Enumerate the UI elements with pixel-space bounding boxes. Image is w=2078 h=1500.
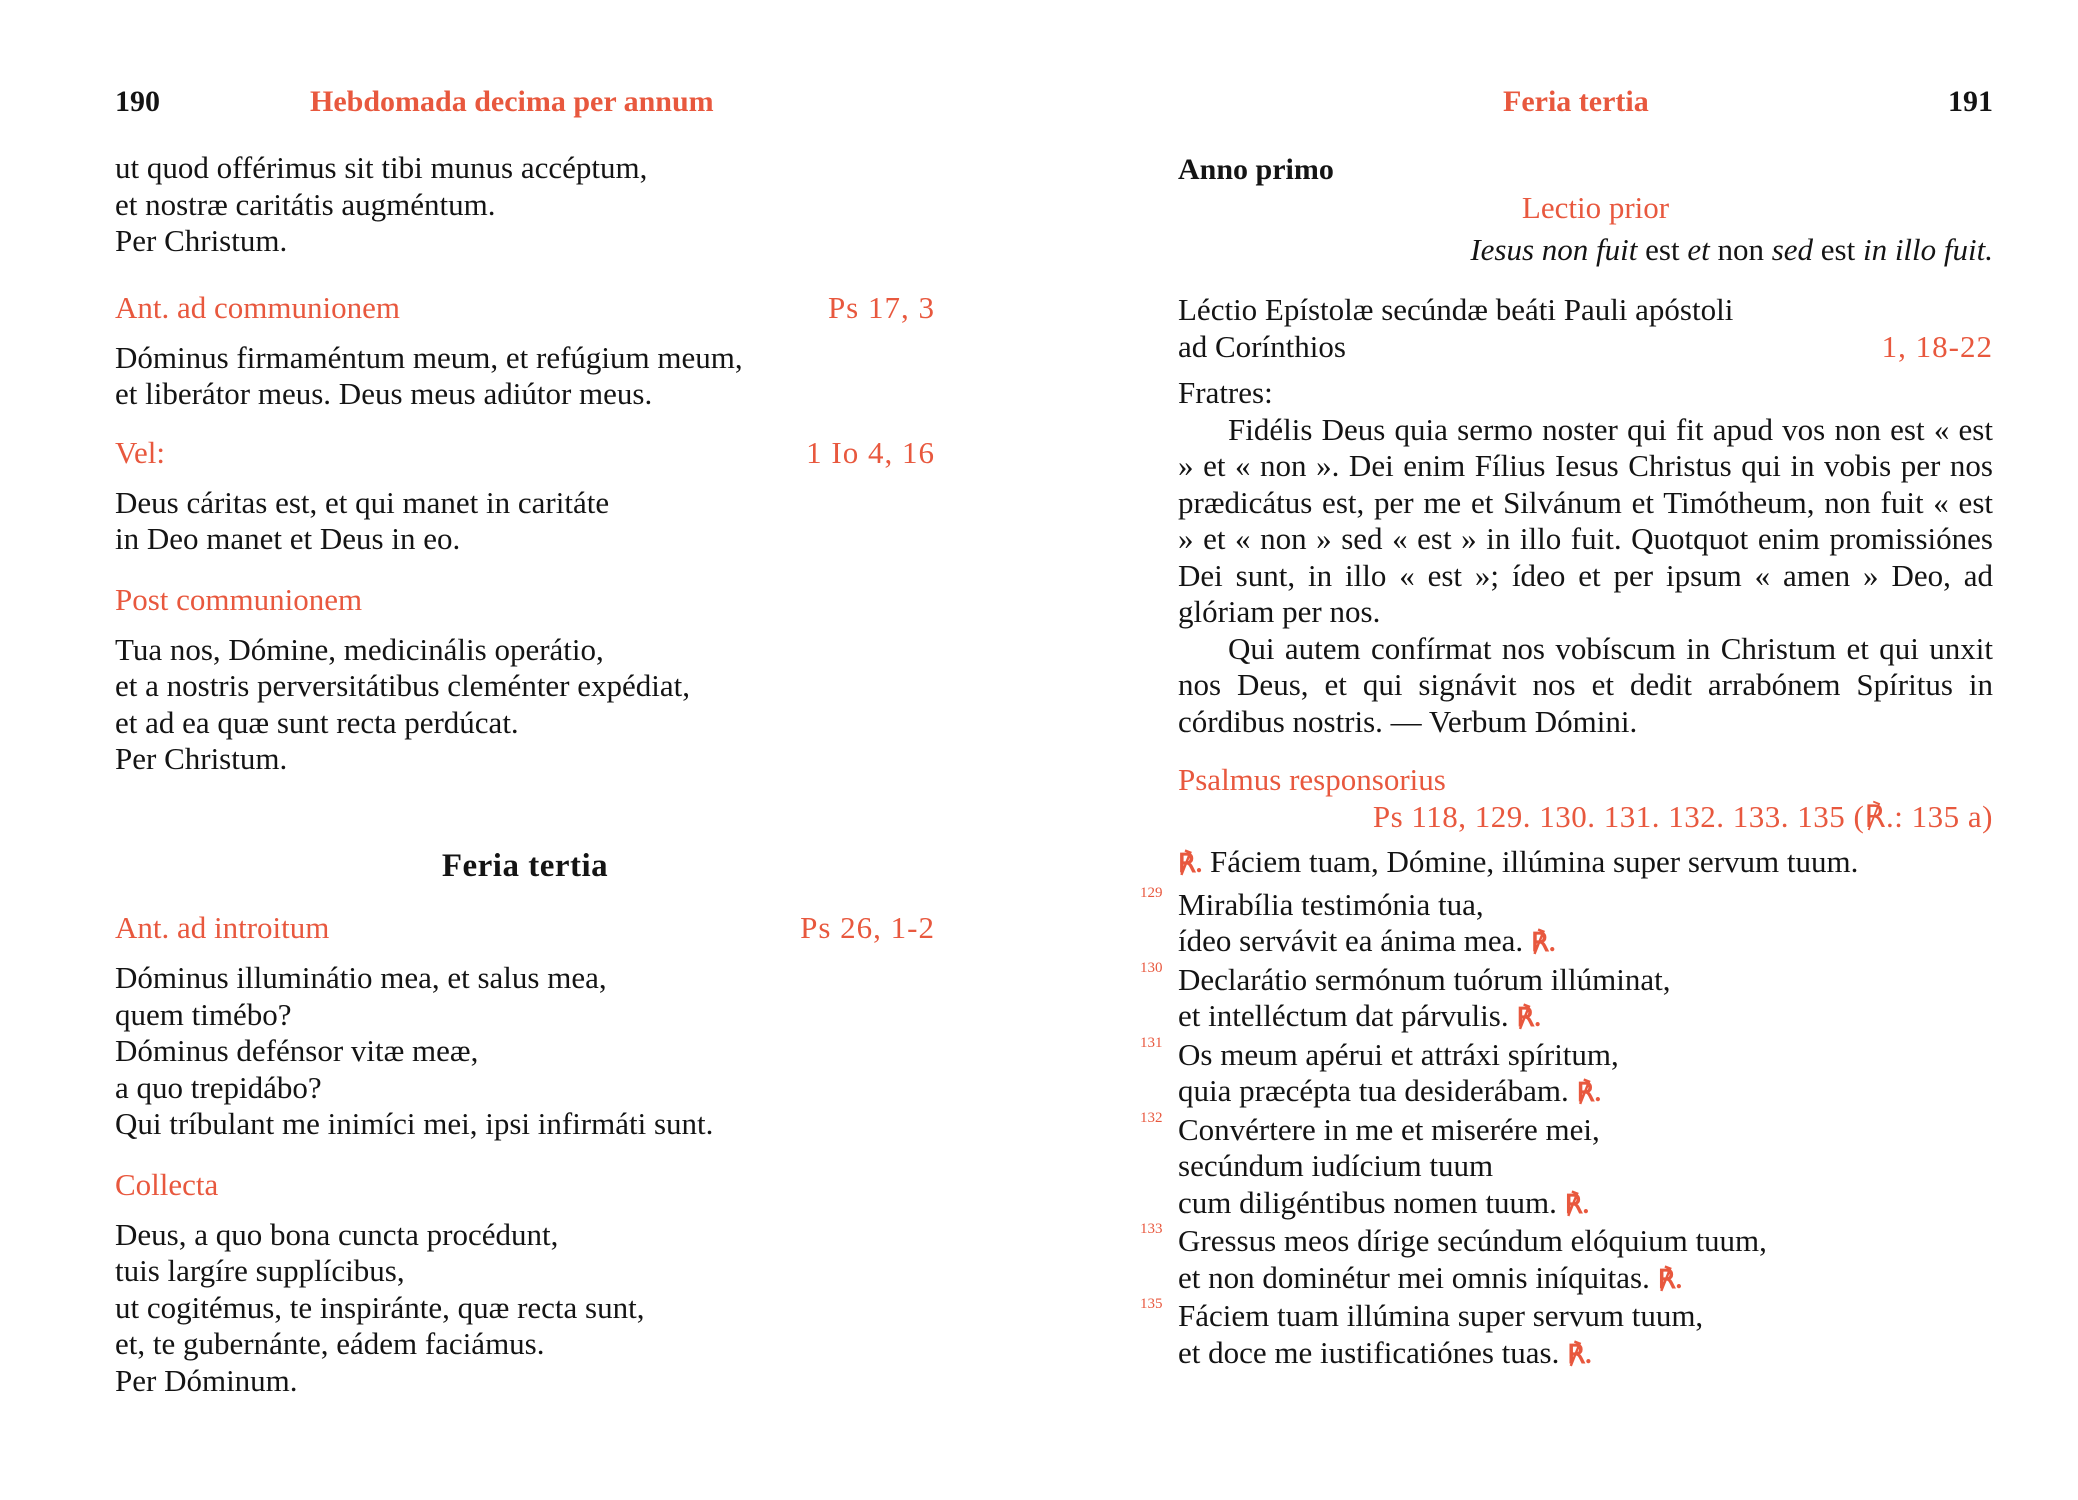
response-symbol: ℟.: [1657, 1264, 1683, 1294]
verse-text: et intelléctum dat párvulis.: [1178, 998, 1509, 1033]
psalm-label: Psalmus responsorius: [1178, 762, 1446, 797]
reading-paragraph-1: Fidélis Deus quia sermo noster qui fit apud vos non est « est » et « non ». Dei enim Fílius Iesus Christus qui in vobis per nos prædicátus est, per me et Silvánum et Timótheum, non fuit « est » et « non » sed « est » in illo fuit. Quotquot enim promissiónes Dei sunt, in illo « est »; ídeo et per ipsum « amen » Deo, ad glóriam per nos.: [1178, 411, 1993, 629]
reading-incipit: [1178, 228, 1993, 272]
text-line: quem timébo?: [115, 996, 292, 1032]
rubric-label: Post communionem: [115, 581, 363, 617]
text-line: [1140, 1034, 1993, 1074]
text-line: [1140, 1109, 1993, 1149]
post-communion-text: [115, 632, 935, 778]
ant-introit-text: [115, 960, 935, 1143]
text-line: Dóminus illuminátio mea, et salus mea,: [115, 960, 607, 995]
incipit-part: est: [1637, 232, 1688, 267]
right-content: [1140, 152, 1993, 1373]
verse-text: quia præcépta tua desiderábam.: [1178, 1073, 1569, 1108]
verse-number: 133: [1140, 1221, 1163, 1237]
rubric-vel: [115, 435, 935, 471]
text-line: a quo trepidábo?: [115, 1069, 322, 1105]
collect-text: [115, 1217, 935, 1400]
text-line: Per Christum.: [115, 223, 288, 258]
text-line: [1140, 959, 1993, 999]
text-line: [1178, 1335, 1993, 1374]
rubric-post-communion: [115, 582, 935, 618]
response-symbol: ℟.: [1531, 928, 1556, 957]
scripture-ref: Ps 17, 3: [827, 289, 935, 325]
response-symbol: ℟.: [1564, 1189, 1590, 1219]
text-line: [1178, 1148, 1993, 1185]
verse-number: 135: [1140, 1296, 1163, 1312]
text-line: Qui tríbulant me inimíci mei, ipsi infirmáti sunt.: [115, 1106, 714, 1141]
incipit-part: et: [1687, 232, 1710, 267]
verse-number: 129: [1140, 884, 1163, 901]
rubric-collect: [115, 1167, 935, 1203]
scripture-ref: 1, 18-22: [1881, 328, 1993, 364]
right-running-head: [1178, 82, 1993, 122]
text-line: Deus, a quo bona cuncta procédunt,: [115, 1216, 559, 1252]
left-running-title: Hebdomada decima per annum: [310, 85, 714, 118]
scripture-ref: 1 Io 4, 16: [806, 434, 935, 470]
text-line: et nostræ caritátis augméntum.: [115, 186, 496, 222]
text-line: [1178, 923, 1993, 962]
verse-text: cum diligéntibus nomen tuum.: [1178, 1184, 1557, 1220]
anno-heading: Anno primo: [1178, 153, 1334, 186]
psalm-stanza: [1140, 1221, 1993, 1298]
verse-text: et doce me iustificatiónes tuas.: [1178, 1334, 1560, 1370]
incipit-part: in illo fuit.: [1862, 232, 1993, 267]
psalm-stanza: [1140, 959, 1993, 1037]
psalm-response: [1178, 844, 1993, 883]
left-content: [115, 150, 935, 1399]
text-line: [1140, 884, 1993, 924]
lectio-label: Lectio prior: [1521, 190, 1670, 225]
rubric-label: Collecta: [115, 1166, 219, 1202]
text-line: Dóminus defénsor vitæ meæ,: [115, 1033, 479, 1068]
text-line: et, te gubernánte, eádem faciámus.: [115, 1326, 545, 1361]
text-line: Per Christum.: [115, 741, 288, 776]
incipit-part: Iesus non fuit: [1470, 232, 1638, 267]
incipit-part: sed: [1771, 232, 1814, 267]
right-page: [1140, 0, 1993, 1500]
verse-text: Os meum apérui et attráxi spíritum,: [1178, 1036, 1619, 1072]
psalm-ref: Ps 118, 129. 130. 131. 132. 133. 135 (℟.: 135 a): [1372, 799, 1993, 834]
rubric-ant-communion: [115, 290, 935, 326]
rubric-label: Ant. ad introitum: [115, 910, 330, 945]
psalm-stanza: [1140, 1296, 1993, 1373]
response-symbol: ℟.: [1178, 849, 1203, 878]
text-line: Per Dóminum.: [115, 1362, 298, 1398]
text-line: in Deo manet et Deus in eo.: [115, 521, 461, 556]
text-line: et a nostris perversitátibus cleménter expédiat,: [115, 668, 691, 703]
text-line: tuis largíre supplícibus,: [115, 1253, 405, 1288]
text-line: ut quod offérimus sit tibi munus accéptum,: [115, 150, 648, 185]
verse-text: secúndum iudícium tuum: [1178, 1148, 1494, 1183]
rubric-label: Ant. ad communionem: [115, 289, 400, 325]
response-symbol: ℟.: [1576, 1078, 1602, 1107]
section-title: Feria tertia: [441, 847, 609, 884]
text-line: ut cogitémus, te inspiránte, quæ recta sunt,: [115, 1289, 645, 1325]
psalm-stanza: [1140, 884, 1993, 962]
text-line: [1178, 1185, 1993, 1224]
left-running-head: [115, 82, 935, 122]
text-line: Léctio Epístolæ secúndæ beáti Pauli apóstoli: [1178, 292, 1734, 327]
left-page-number: 190: [115, 85, 160, 118]
psalm-stanza: [1140, 1034, 1993, 1112]
fratres: Fratres:: [1178, 375, 1273, 410]
rubric-ant-introit: [115, 910, 935, 946]
psalm-verses: [1140, 884, 1993, 1374]
text-line: [1178, 998, 1993, 1037]
text-line: [1178, 1073, 1993, 1112]
verse-number: 130: [1140, 959, 1163, 976]
offertory-prayer-ending: [115, 150, 935, 260]
psalm-stanza: [1140, 1109, 1993, 1224]
vel-text: [115, 485, 935, 558]
text-line: [1178, 1260, 1993, 1299]
verse-number: 131: [1140, 1034, 1163, 1051]
reading-paragraph-2: Qui autem confírmat nos vobíscum in Christum et qui unxit nos Deus, et qui signávit nos et dedit arrabónem Spíritus in córdibus nostris. — Verbum Dómini.: [1178, 630, 1993, 739]
text-line: Tua nos, Dómine, medicinális operátio,: [115, 631, 604, 667]
text-line: et ad ea quæ sunt recta perdúcat.: [115, 704, 519, 740]
rubric-label: Vel:: [115, 434, 165, 470]
right-page-number: 191: [1948, 85, 1993, 118]
ant-communion-text: [115, 340, 935, 413]
verse-text: Declarátio sermónum tuórum illúminat,: [1178, 961, 1671, 997]
text-line: Deus cáritas est, et qui manet in caritáte: [115, 484, 610, 520]
verse-text: Gressus meos dírige secúndum elóquium tuum,: [1178, 1223, 1767, 1258]
incipit-part: est: [1813, 232, 1863, 267]
text-line: et liberátor meus. Deus meus adiútor meus.: [115, 376, 653, 411]
verse-text: Convértere in me et miserére mei,: [1178, 1111, 1600, 1147]
verse-text: ídeo servávit ea ánima mea.: [1178, 923, 1524, 958]
verse-text: Fáciem tuam illúmina super servum tuum,: [1178, 1298, 1704, 1333]
text-line: [1140, 1296, 1993, 1335]
text-line: Dóminus firmaméntum meum, et refúgium meum,: [115, 339, 743, 375]
verse-number: 132: [1140, 1109, 1163, 1126]
response-text: Fáciem tuam, Dómine, illúmina super servum tuum.: [1202, 844, 1859, 879]
right-running-title: Feria tertia: [1503, 85, 1649, 118]
left-page: [115, 0, 935, 1500]
reading-title: [1178, 292, 1993, 365]
verse-text: et non dominétur mei omnis iníquitas.: [1178, 1259, 1650, 1295]
incipit-part: non: [1709, 232, 1772, 267]
scripture-ref: Ps 26, 1-2: [800, 910, 935, 945]
response-symbol: ℟.: [1567, 1339, 1592, 1369]
response-symbol: ℟.: [1516, 1003, 1541, 1032]
verse-text: Mirabília testimónia tua,: [1178, 886, 1484, 922]
text-line: [1140, 1221, 1993, 1260]
text-line: ad Corínthios: [1178, 328, 1346, 364]
